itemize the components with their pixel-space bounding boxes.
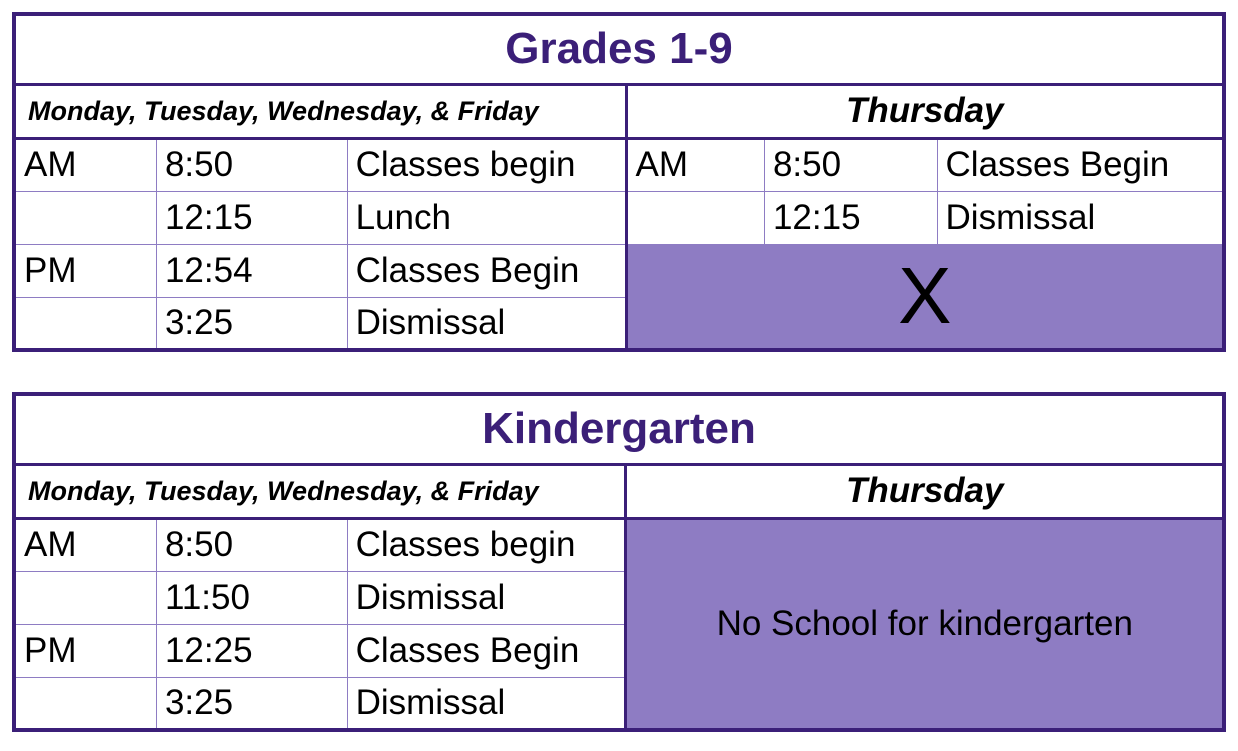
kindergarten-schedule-table <box>12 392 1226 732</box>
event-cell: Classes Begin <box>347 244 626 297</box>
time-cell: 3:25 <box>156 677 347 730</box>
no-school-note: No School for kindergarten <box>716 603 1133 643</box>
grades-title: Grades 1-9 <box>14 14 1224 84</box>
period-cell <box>14 191 156 244</box>
event-cell: Classes begin <box>347 138 626 191</box>
event-cell: Dismissal <box>347 571 626 624</box>
event-cell: Dismissal <box>347 297 626 350</box>
period-cell: AM <box>14 138 156 191</box>
event-cell: Classes Begin <box>347 624 626 677</box>
grades-day-header-row <box>14 84 1224 138</box>
thursday-pm-closed-cell <box>626 244 1224 350</box>
time-cell: 12:15 <box>156 191 347 244</box>
thu-time-cell: 8:50 <box>764 138 937 191</box>
thu-event-cell: Classes Begin <box>937 138 1224 191</box>
time-cell: 12:25 <box>156 624 347 677</box>
table-row <box>14 518 1224 571</box>
thu-period-cell: AM <box>626 138 764 191</box>
period-cell: AM <box>14 518 156 571</box>
period-cell <box>14 677 156 730</box>
kinder-thursday-header: Thursday <box>626 464 1224 518</box>
kinder-mtwf-header: Monday, Tuesday, Wednesday, & Friday <box>14 464 626 518</box>
thu-time-cell: 12:15 <box>764 191 937 244</box>
period-cell <box>14 571 156 624</box>
kinder-title-row <box>14 394 1224 464</box>
event-cell: Lunch <box>347 191 626 244</box>
table-row <box>14 244 1224 297</box>
thursday-no-school-cell <box>626 518 1224 730</box>
grades-thursday-header: Thursday <box>626 84 1224 138</box>
x-mark: X <box>898 251 952 341</box>
period-cell: PM <box>14 244 156 297</box>
period-cell <box>14 297 156 350</box>
time-cell: 11:50 <box>156 571 347 624</box>
time-cell: 8:50 <box>156 138 347 191</box>
time-cell: 3:25 <box>156 297 347 350</box>
grades-mtwf-header: Monday, Tuesday, Wednesday, & Friday <box>14 84 626 138</box>
thu-event-cell: Dismissal <box>937 191 1224 244</box>
event-cell: Dismissal <box>347 677 626 730</box>
table-row <box>14 191 1224 244</box>
thu-period-cell <box>626 191 764 244</box>
time-cell: 8:50 <box>156 518 347 571</box>
grades-title-row <box>14 14 1224 84</box>
table-row <box>14 138 1224 191</box>
grades-schedule-table <box>12 12 1226 352</box>
event-cell: Classes begin <box>347 518 626 571</box>
kinder-day-header-row <box>14 464 1224 518</box>
period-cell: PM <box>14 624 156 677</box>
time-cell: 12:54 <box>156 244 347 297</box>
kinder-title: Kindergarten <box>14 394 1224 464</box>
